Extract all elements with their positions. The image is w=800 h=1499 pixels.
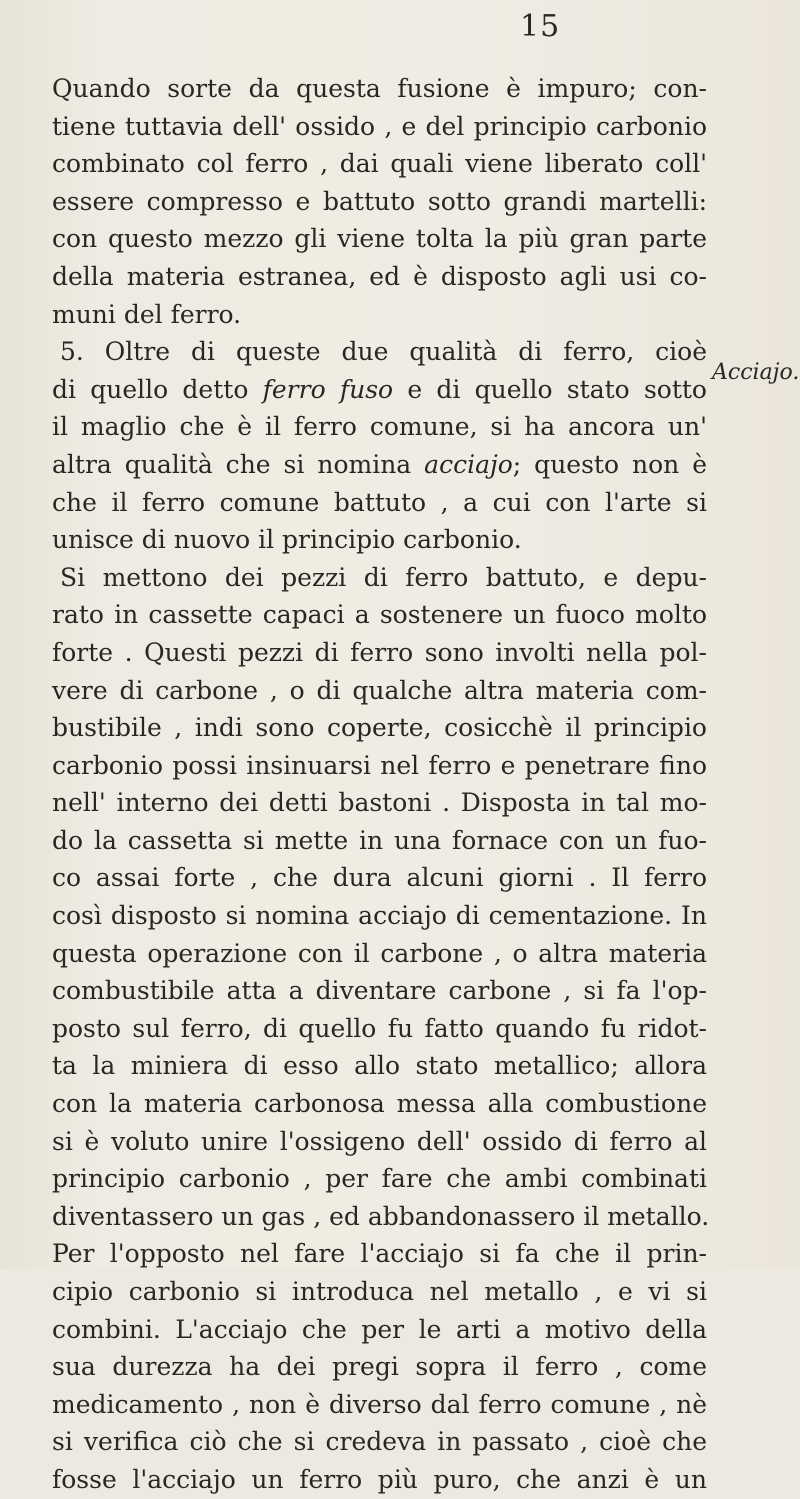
text-run: di quello detto [52, 374, 249, 404]
text-line: combinato col ferro , dai quali viene liberato coll' [52, 149, 707, 179]
text-line: ta la miniera di esso allo stato metallico; allora [52, 1051, 707, 1081]
text-line [52, 371, 707, 409]
text-line: principio carbonio , per fare che ambi combinati [52, 1164, 707, 1194]
text-line: bustibile , indi sono coperte, cosicchè il principio [52, 713, 707, 743]
text-line: tiene tuttavia dell' ossido , e del principio carbonio [52, 111, 707, 141]
text-line: così disposto si nomina acciajo di cementazione. In [52, 901, 707, 931]
margin-note-acciajo: Acciajo. [712, 360, 800, 385]
text-line: medicamento , non è diverso dal ferro comune , nè [52, 1389, 707, 1419]
text-line: con la materia carbonosa messa alla combustione [52, 1089, 707, 1119]
text-line: co assai forte , che dura alcuni giorni . Il ferro [52, 863, 707, 893]
italic-term-ferro-fuso: ferro fuso [262, 374, 394, 404]
text-line: forte . Questi pezzi di ferro sono involti nella pol- [52, 637, 707, 667]
text-line: con questo mezzo gli viene tolta la più gran parte [52, 224, 707, 254]
body-text [52, 70, 710, 1499]
text-line: 5. Oltre di queste due qualità di ferro, cioè [60, 337, 707, 367]
text-line: combustibile atta a diventare carbone , si fa l'op- [52, 976, 707, 1006]
text-line: posto sul ferro, di quello fu fatto quando fu ridot- [52, 1013, 707, 1043]
text-line: unisce di nuovo il principio carbonio. [52, 525, 522, 555]
text-line: questa operazione con il carbone , o altra materia [52, 938, 707, 968]
text-run: ; questo non è [512, 449, 707, 479]
text-line: rato in cassette capaci a sostenere un fuoco molto [52, 600, 707, 630]
text-line: il maglio che è il ferro comune, si ha ancora un' [52, 412, 707, 442]
text-line: della materia estranea, ed è disposto agli usi co- [52, 261, 707, 291]
text-run: altra qualità che si nomina [52, 449, 412, 479]
text-line: vere di carbone , o di qualche altra materia com- [52, 675, 707, 705]
text-run: e di quello stato sotto [407, 374, 707, 404]
text-line: do la cassetta si mette in una fornace con un fuo- [52, 825, 707, 855]
text-line: che il ferro comune battuto , a cui con l'arte si [52, 487, 707, 517]
text-line: si verifica ciò che si credeva in passato , cioè che [52, 1427, 707, 1457]
italic-term-acciajo: acciajo [424, 449, 513, 479]
page-number: 15 [520, 9, 561, 44]
text-line: essere compresso e battuto sotto grandi martelli: [52, 186, 707, 216]
text-line: Si mettono dei pezzi di ferro battuto, e depu- [60, 562, 707, 592]
text-line: sua durezza ha dei pregi sopra il ferro , come [52, 1352, 707, 1382]
text-line: nell' interno dei detti bastoni . Disposta in tal mo- [52, 788, 707, 818]
text-line: diventassero un gas , ed abbandonassero il metallo. [52, 1201, 710, 1231]
text-line [52, 446, 707, 484]
text-line: combini. L'acciajo che per le arti a motivo della [52, 1314, 707, 1344]
text-line: cipio carbonio si introduca nel metallo , e vi si [52, 1277, 707, 1306]
text-line: si è voluto unire l'ossigeno dell' ossido di ferro al [52, 1126, 707, 1156]
text-line: Per l'opposto nel fare l'acciajo si fa che il prin- [52, 1239, 707, 1269]
text-line: fosse l'acciajo un ferro più puro, che anzi è un [52, 1464, 707, 1494]
text-line: Quando sorte da questa fusione è impuro; con- [52, 74, 707, 103]
text-line: muni del ferro. [52, 299, 242, 329]
text-line: carbonio possi insinuarsi nel ferro e penetrare fino [52, 750, 707, 780]
